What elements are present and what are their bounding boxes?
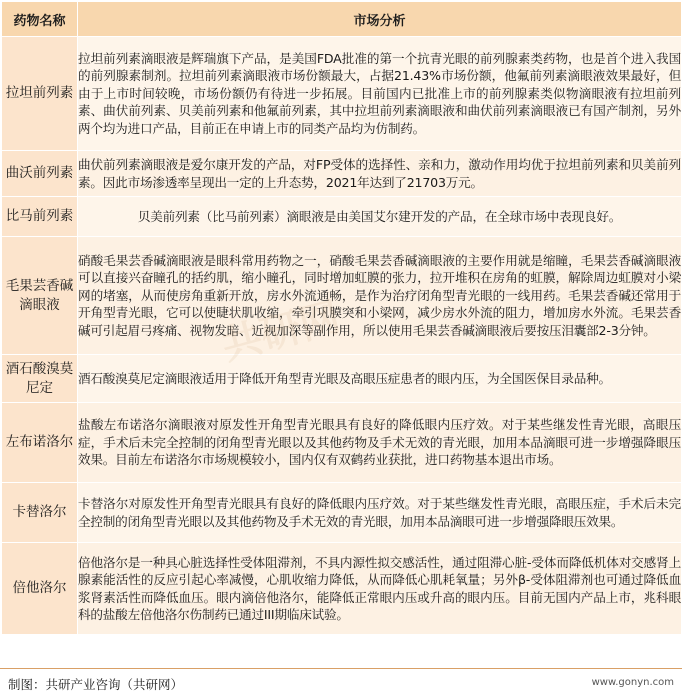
drug-name: 倍他洛尔 (2, 543, 78, 635)
header-drug-name: 药物名称 (2, 2, 78, 37)
header-market-analysis: 市场分析 (78, 2, 682, 37)
drug-analysis: 硝酸毛果芸香碱滴眼液是眼科常用药物之一，硝酸毛果芸香碱滴眼液的主要作用就是缩瞳，毛果芸香碱滴眼液可以直接兴奋瞳孔的括约肌，缩小瞳孔，同时增加虹膜的张力，拉开堆积在房角的虹膜，解除周边虹膜对小梁网的堵塞，从而使房角重新开放，房水外流通畅，是作为治疗闭角型青光眼的一线用药。毛果芸香碱还常用于开角型青光眼，它可以使睫状肌收缩，牵引巩膜突和小梁网，减少房水外流的阻力，增加房水外流。毛果芸香碱可引起眉弓疼痛、视物发暗、近视加深等副作用，所以使用毛果芸香碱滴眼液后要按压泪囊部2-3分钟。 (78, 237, 682, 355)
drug-name: 毛果芸香碱滴眼液 (2, 237, 78, 355)
drug-name: 拉坦前列素 (2, 37, 78, 151)
site-url: www.gonyn.com (591, 677, 674, 688)
drug-analysis: 卡替洛尔对原发性开角型青光眼具有良好的降低眼内压疗效。对于某些继发性青光眼，高眼压症，手术后未完全控制的闭角型青光眼以及其他药物及手术无效的青光眼，加用本品滴眼可进一步增强降眼压效果。 (78, 483, 682, 543)
drug-name: 卡替洛尔 (2, 483, 78, 543)
market-analysis-table (1, 1, 682, 635)
table-row (2, 543, 682, 635)
drug-analysis: 拉坦前列素滴眼液是辉瑞旗下产品，是美国FDA批准的第一个抗青光眼的前列腺素类药物，也是首个进入我国的前列腺素制剂。拉坦前列素滴眼液市场份额最大，占据21.43%市场份额，他氟前列素滴眼液效果最好，但由于上市时间较晚，市场份额仍有待进一步拓展。目前国内已批准上市的前列腺素类似物滴眼液有拉坦前列素、曲伏前列素、贝美前列素和他氟前列素，其中拉坦前列素滴眼液和曲伏前列素滴眼液已有国产制剂，另外两个均为进口产品，目前正在申请上市的同类产品均为仿制药。 (78, 37, 682, 151)
drug-analysis: 倍他洛尔是一种具心脏选择性受体阻滞剂，不具内源性拟交感活性，通过阻滞心脏-受体而降低机体对交感肾上腺素能活性的反应引起心率减慢，心肌收缩力降低，从而降低心肌耗氧量；另外β-受体阻滞剂也可通过降低血浆肾素活性而降低血压。眼内滴倍他洛尔，能降低正常眼内压或升高的眼内压。目前无国内产品上市，兆科眼科的盐酸左倍他洛尔伤制药已通过III期临床试验。 (78, 543, 682, 635)
table-row (2, 197, 682, 237)
drug-name: 比马前列素 (2, 197, 78, 237)
drug-name: 左布诺洛尔 (2, 403, 78, 483)
table-row (2, 151, 682, 197)
footer (0, 668, 682, 697)
table-row (2, 483, 682, 543)
table-row (2, 237, 682, 355)
table-row (2, 355, 682, 403)
table-header-row (2, 2, 682, 37)
drug-analysis: 贝美前列素（比马前列素）滴眼液是由美国艾尔建开发的产品，在全球市场中表现良好。 (78, 197, 682, 237)
table-row (2, 403, 682, 483)
drug-analysis: 盐酸左布诺洛尔滴眼液对原发性开角型青光眼具有良好的降低眼内压疗效。对于某些继发性青光眼，高眼压症，手术后未完全控制的闭角型青光眼以及其他药物及手术无效的青光眼，加用本品滴眼可进一步增强降眼压效果。目前左布诺洛尔市场规模较小，国内仅有双鹤药业获批，进口药物基本退出市场。 (78, 403, 682, 483)
drug-name: 酒石酸溴莫尼定 (2, 355, 78, 403)
source-credit: 制图：共研产业咨询（共研网） (8, 677, 184, 692)
table-row (2, 37, 682, 151)
drug-analysis: 曲伏前列素滴眼液是爱尔康开发的产品，对FP受体的选择性、亲和力，激动作用均优于拉坦前列素和贝美前列素。因此市场渗透率呈现出一定的上升态势，2021年达到了21703万元。 (78, 151, 682, 197)
drug-name: 曲沃前列素 (2, 151, 78, 197)
drug-analysis: 酒石酸溴莫尼定滴眼液适用于降低开角型青光眼及高眼压症患者的眼内压，为全国医保目录品种。 (78, 355, 682, 403)
